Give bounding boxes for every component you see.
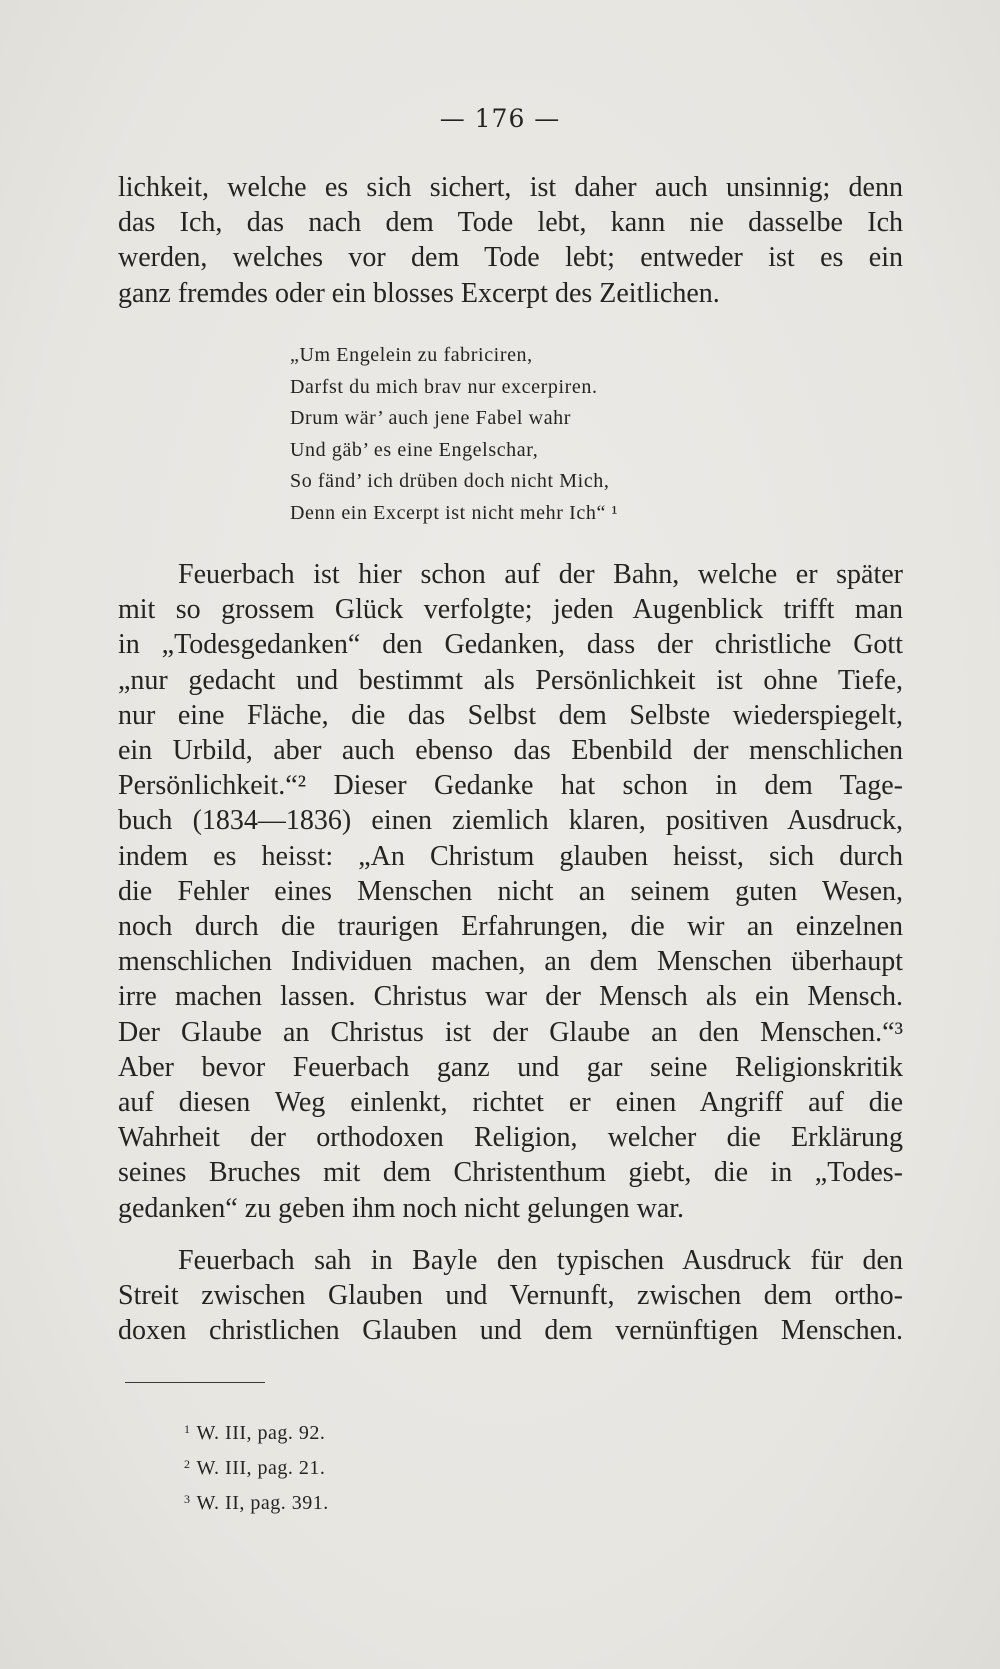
- text-line: mit so grossem Glück verfolgte; jeden Augenblick trifft man: [118, 594, 903, 626]
- text-line: die Fehler eines Menschen nicht an seinem guten Wesen,: [118, 875, 903, 907]
- text-line: ein Urbild, aber auch ebenso das Ebenbild der menschlichen: [118, 735, 903, 767]
- footnote-text: W. II, pag. 391.: [196, 1492, 329, 1514]
- poem-verse: So fänd’ ich drüben doch nicht Mich,: [290, 470, 610, 493]
- poem-verse: Denn ein Excerpt ist nicht mehr Ich“ ¹: [290, 501, 619, 524]
- page-number: — 176 —: [439, 104, 561, 133]
- text-line: Feuerbach sah in Bayle den typischen Ausdruck für den: [178, 1245, 903, 1276]
- text-line: noch durch die traurigen Erfahrungen, die wir an einzelnen: [118, 911, 903, 943]
- paragraph-2: [118, 557, 903, 1226]
- text-line: Persönlichkeit.“² Dieser Gedanke hat schon in dem Tage-: [118, 770, 903, 802]
- text-line: „nur gedacht und bestimmt als Persönlichkeit ist ohne Tiefe,: [118, 664, 903, 696]
- footnote-mark: 2: [184, 1457, 191, 1471]
- footnote: [184, 1484, 329, 1519]
- footnote: [184, 1414, 329, 1449]
- text-line: buch (1834—1836) einen ziemlich klaren, positiven Ausdruck,: [118, 805, 903, 837]
- text-line: lichkeit, welche es sich sichert, ist daher auch unsinnig; denn: [118, 172, 903, 203]
- text-line: seines Bruches mit dem Christenthum giebt, die in „Todes-: [118, 1157, 903, 1189]
- paragraph-1: [118, 170, 903, 311]
- footnote-text: W. III, pag. 92.: [196, 1422, 326, 1444]
- text-line: das Ich, das nach dem Tode lebt, kann nie dasselbe Ich: [118, 207, 903, 239]
- text-line: Feuerbach ist hier schon auf der Bahn, welche er später: [178, 559, 903, 590]
- poem-verse: Darfst du mich brav nur excerpiren.: [290, 375, 598, 398]
- text-line: gedanken“ zu geben ihm noch nicht gelungen war.: [118, 1192, 685, 1224]
- poem-verse: „Um Engelein zu fabriciren,: [290, 344, 533, 366]
- text-line: werden, welches vor dem Tode lebt; entweder ist es ein: [118, 242, 903, 274]
- text-line: ganz fremdes oder ein blosses Excerpt des Zeitlichen.: [118, 277, 720, 309]
- footnote-divider: [125, 1382, 265, 1383]
- poem-verse: Drum wär’ auch jene Fabel wahr: [290, 407, 572, 430]
- text-line: Der Glaube an Christus ist der Glaube an den Menschen.“³: [118, 1016, 903, 1048]
- text-line: indem es heisst: „An Christum glauben heisst, sich durch: [118, 840, 903, 872]
- text-line: menschlichen Individuen machen, an dem Menschen überhaupt: [118, 946, 903, 978]
- footnote: [184, 1449, 329, 1484]
- text-line: irre machen lassen. Christus war der Mensch als ein Mensch.: [118, 981, 903, 1013]
- text-line: Streit zwischen Glauben und Vernunft, zwischen dem ortho-: [118, 1280, 903, 1312]
- footnote-text: W. III, pag. 21.: [196, 1457, 326, 1479]
- text-line: auf diesen Weg einlenkt, richtet er einen Angriff auf die: [118, 1087, 903, 1119]
- text-line: Wahrheit der orthodoxen Religion, welcher die Erklärung: [118, 1122, 903, 1154]
- footnote-mark: 3: [184, 1492, 191, 1506]
- text-line: nur eine Fläche, die das Selbst dem Selbste wiederspiegelt,: [118, 699, 903, 731]
- poem-verse: Und gäb’ es eine Engelschar,: [290, 438, 539, 461]
- paragraph-3: [118, 1243, 903, 1349]
- footnote-mark: 1: [184, 1422, 191, 1436]
- footnotes: [184, 1414, 329, 1519]
- text-line: Aber bevor Feuerbach ganz und gar seine Religionskritik: [118, 1051, 903, 1083]
- text-line: in „Todesgedanken“ den Gedanken, dass der christliche Gott: [118, 629, 903, 661]
- poem-quotation: [290, 340, 618, 530]
- text-line: doxen christlichen Glauben und dem vernünftigen Menschen.: [118, 1315, 903, 1347]
